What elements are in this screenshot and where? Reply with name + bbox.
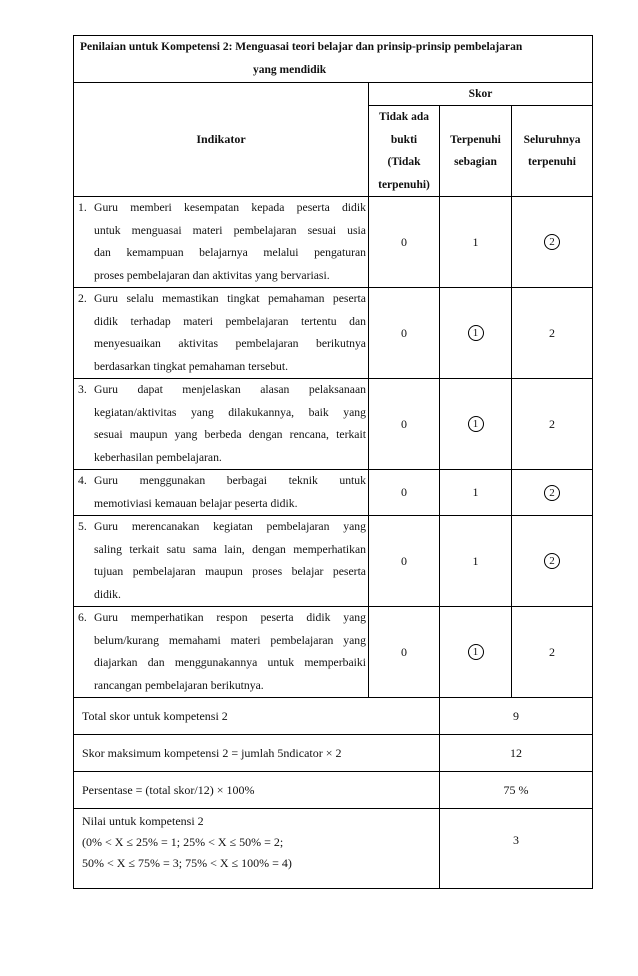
score-cell [369, 197, 440, 288]
score-cell [512, 470, 593, 516]
col-header-line: Tidak ada [379, 111, 429, 123]
indicator-text [94, 197, 366, 287]
score-value: 0 [401, 325, 407, 340]
indicator-line: Guru selalu memastikan tingkat pemahaman peserta [94, 292, 366, 305]
selected-score: 1 [468, 644, 484, 660]
indicator-line: saling terkait satu sama lain, dengan memperhatikan [94, 542, 366, 556]
summary-label: Total skor untuk kompetensi 2 [74, 698, 440, 735]
indicator-number: 2. [78, 292, 87, 305]
indicator-text [94, 607, 366, 697]
indicator-line: Guru menggunakan berbagai teknik untuk [94, 474, 366, 487]
indicator-line: tujuan pembelajaran maupun proses belajar peserta [94, 565, 366, 578]
summary-value: 9 [440, 698, 593, 735]
score-cell [512, 516, 593, 607]
summary-label: Skor maksimum kompetensi 2 = jumlah 5ndicator × 2 [74, 735, 440, 772]
skor-header: Skor [369, 83, 593, 106]
table-title [74, 36, 593, 83]
summary-rows [74, 698, 593, 809]
score-cell [512, 607, 593, 698]
score-cell [440, 197, 512, 288]
indicator-line: proses pembelajaran dan aktivitas yang bervariasi. [94, 268, 330, 282]
title-line-2: yang mendidik [253, 64, 327, 76]
score-value: 1 [472, 234, 479, 249]
col-header-line: terpenuhi) [378, 178, 430, 191]
table-row [74, 607, 593, 698]
score-cell [512, 197, 593, 288]
indicator-line: belum/kurang memahami materi pembelajaran yang [94, 633, 366, 647]
title-row [74, 36, 593, 83]
indicator-number: 4. [78, 474, 87, 487]
table-row [74, 379, 593, 470]
summary-row [74, 698, 593, 735]
score-cell [369, 607, 440, 698]
score-cell [440, 470, 512, 516]
summary-value: 12 [440, 735, 593, 772]
indikator-header: Indikator [74, 83, 369, 197]
col-header-seluruhnya-terpenuhi [512, 106, 593, 197]
indicator-line: didik. [94, 587, 121, 601]
indicator-cell [74, 197, 369, 288]
score-cell [369, 288, 440, 379]
header-row-1 [74, 83, 593, 106]
summary-label: Persentase = (total skor/12) × 100% [74, 772, 440, 809]
score-value: 2 [549, 325, 555, 340]
score-cell [512, 288, 593, 379]
assessment-table [73, 35, 593, 889]
summary-value: 75 % [440, 772, 593, 809]
summary-row [74, 772, 593, 809]
selected-score: 2 [544, 553, 560, 569]
score-cell [369, 516, 440, 607]
score-value: 0 [401, 234, 407, 249]
indicator-line: berdasarkan tingkat pemahaman tersebut. [94, 359, 289, 373]
indicator-cell [74, 607, 369, 698]
col-header-line: (Tidak [387, 156, 421, 168]
final-line: 50% < X ≤ 75% = 3; 75% < X ≤ 100% = 4) [82, 856, 292, 870]
title-line-1: Penilaian untuk Kompetensi 2: Menguasai teori belajar dan prinsip-prinsip pembelajaran [80, 41, 523, 53]
indicator-number: 3. [78, 383, 87, 396]
table-row [74, 288, 593, 379]
table-row [74, 197, 593, 288]
table-row [74, 470, 593, 516]
score-cell [440, 379, 512, 470]
score-cell [512, 379, 593, 470]
selected-score: 1 [468, 416, 484, 432]
table-row [74, 516, 593, 607]
indicator-cell [74, 516, 369, 607]
selected-score: 2 [544, 234, 560, 250]
col-header-line: sebagian [454, 156, 497, 168]
indicator-line: untuk menguasai materi pembelajaran sesuai usia [94, 223, 366, 237]
indicator-line: Guru memperhatikan respon peserta didik yang [94, 611, 366, 624]
col-header-line: bukti [390, 133, 418, 146]
summary-row [74, 735, 593, 772]
indicator-cell [74, 470, 369, 516]
col-header-tidak-ada-bukti [369, 106, 440, 197]
final-value: 3 [440, 809, 593, 889]
score-cell [440, 607, 512, 698]
score-cell [440, 288, 512, 379]
final-line: (0% < X ≤ 25% = 1; 25% < X ≤ 50% = 2; [82, 835, 284, 849]
final-line: Nilai untuk kompetensi 2 [82, 814, 204, 828]
indicator-line: Guru dapat menjelaskan alasan pelaksanaan [94, 383, 366, 396]
selected-score: 1 [468, 325, 484, 341]
col-header-line: terpenuhi [528, 156, 576, 168]
indicator-text [94, 288, 366, 378]
indicator-line: menyesuaikan aktivitas pembelajaran berikutnya [94, 337, 366, 350]
col-header-terpenuhi-sebagian [440, 106, 512, 197]
final-label [74, 809, 440, 889]
indicator-text [94, 379, 366, 469]
score-cell [369, 379, 440, 470]
col-header-line: Terpenuhi [450, 133, 501, 146]
indicator-number: 6. [78, 611, 87, 624]
score-value: 0 [401, 416, 407, 431]
selected-score: 2 [544, 485, 560, 501]
indicator-line: sesuai maupun yang berbeda dengan rencana, terkait [94, 428, 366, 441]
indicator-rows [74, 197, 593, 698]
score-value: 0 [401, 485, 407, 499]
col-header-line: Seluruhnya [523, 133, 581, 146]
indicator-number: 1. [78, 201, 87, 214]
score-value: 2 [549, 416, 555, 431]
indicator-line: keberhasilan pembelajaran. [94, 450, 222, 464]
indicator-text [94, 516, 366, 606]
indicator-cell [74, 288, 369, 379]
indicator-cell [74, 379, 369, 470]
indicator-line: dan kemampuan belajarnya melalui pengaturan [94, 246, 366, 259]
indicator-text [94, 470, 366, 515]
score-value: 0 [401, 644, 407, 659]
indicator-line: kegiatan/aktivitas yang dilakukannya, baik yang [94, 405, 366, 419]
score-value: 1 [472, 553, 479, 568]
final-row [74, 809, 593, 889]
indicator-line: Guru memberi kesempatan kepada peserta didik [94, 201, 366, 214]
score-cell [440, 516, 512, 607]
indicator-line: didik terhadap materi pembelajaran tertentu dan [94, 314, 366, 328]
indicator-line: Guru merencanakan kegiatan pembelajaran yang [94, 520, 366, 533]
indicator-line: rancangan pembelajaran berikutnya. [94, 678, 264, 692]
score-value: 1 [472, 485, 479, 499]
indicator-line: memotiviasi kemauan belajar peserta didik. [94, 496, 298, 510]
score-value: 0 [401, 553, 407, 568]
score-cell [369, 470, 440, 516]
score-value: 2 [549, 644, 555, 659]
indicator-number: 5. [78, 520, 87, 533]
indicator-line: diajarkan dan menggunakannya untuk memperbaiki [94, 656, 366, 669]
